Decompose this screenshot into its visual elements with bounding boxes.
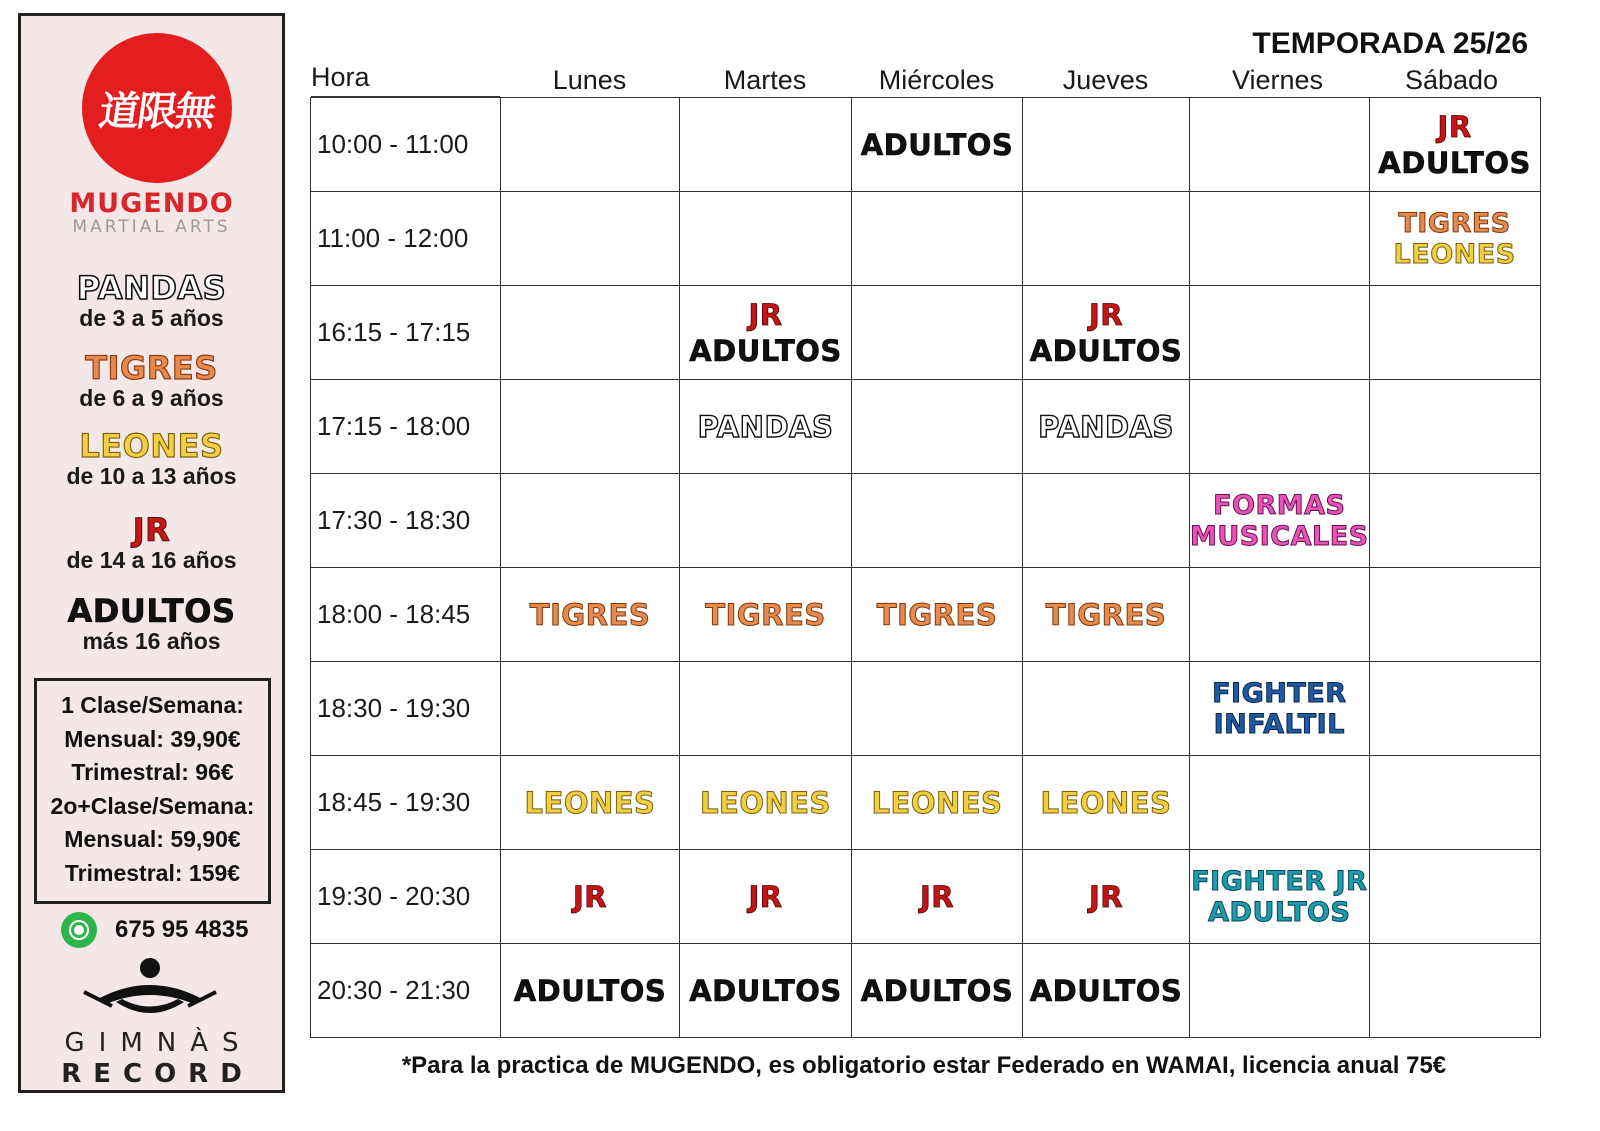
schedule-cell xyxy=(501,380,680,474)
price-box xyxy=(34,678,271,904)
day-header-jueves: Jueves xyxy=(1062,65,1149,95)
phone-number: 675 95 4835 xyxy=(115,916,249,943)
group-name: JR xyxy=(132,511,171,549)
class-label: PANDAS xyxy=(1038,409,1174,444)
schedule-cell xyxy=(680,286,852,380)
time-slot: 16:15 - 17:15 xyxy=(311,286,501,380)
phone-contact[interactable] xyxy=(61,912,248,948)
schedule-row xyxy=(311,944,1541,1038)
schedule-row xyxy=(311,286,1541,380)
class-label: JR xyxy=(1088,297,1124,332)
schedule-cell xyxy=(680,192,852,286)
schedule-cell xyxy=(501,568,680,662)
group-pandas xyxy=(21,271,282,331)
class-label: ADULTOS xyxy=(1029,333,1183,368)
class-label: LEONES xyxy=(1393,238,1516,270)
schedule-cell xyxy=(1190,192,1370,286)
schedule-cell xyxy=(1190,850,1370,944)
schedule-cell xyxy=(1190,474,1370,568)
schedule-cell xyxy=(1023,662,1190,756)
group-leones xyxy=(21,429,282,489)
schedule-cell xyxy=(852,192,1023,286)
schedule-cell xyxy=(1023,474,1190,568)
brand-subtitle: MARTIAL ARTS xyxy=(72,217,231,237)
schedule-cell xyxy=(1190,98,1370,192)
group-name: ADULTOS xyxy=(67,592,236,630)
group-age: de 10 a 13 años xyxy=(66,463,237,489)
class-label: MUSICALES xyxy=(1190,520,1369,552)
schedule-cell xyxy=(852,98,1023,192)
class-label: TIGRES xyxy=(705,597,826,632)
group-age: más 16 años xyxy=(82,628,221,654)
group-name: PANDAS xyxy=(76,269,227,307)
class-label: LEONES xyxy=(700,785,831,820)
schedule-cell xyxy=(852,568,1023,662)
day-header-lunes: Lunes xyxy=(552,65,627,95)
schedule-row xyxy=(311,850,1541,944)
class-label: TIGRES xyxy=(529,597,651,632)
brand-name: MUGENDO xyxy=(69,188,234,219)
schedule-cell xyxy=(1023,568,1190,662)
sidebar xyxy=(18,13,285,1093)
group-name: LEONES xyxy=(79,427,224,465)
schedule-cell xyxy=(1190,756,1370,850)
schedule-cell xyxy=(1369,474,1540,568)
group-age: de 6 a 9 años xyxy=(79,385,224,411)
schedule-cell xyxy=(852,380,1023,474)
schedule-row xyxy=(311,662,1541,756)
schedule-cell xyxy=(852,944,1023,1038)
schedule-cell xyxy=(1023,850,1190,944)
schedule-row xyxy=(311,380,1541,474)
schedule-cell xyxy=(501,286,680,380)
schedule-cell xyxy=(1023,380,1190,474)
group-tigres xyxy=(21,351,282,411)
schedule-cell xyxy=(1190,286,1370,380)
schedule-row xyxy=(311,474,1541,568)
group-adultos xyxy=(21,594,282,654)
price-line: Trimestral: 159€ xyxy=(64,859,241,886)
class-label: LEONES xyxy=(1040,785,1172,820)
schedule-cell xyxy=(501,944,680,1038)
schedule-cell xyxy=(1369,380,1540,474)
schedule-cell xyxy=(680,474,852,568)
schedule-cell xyxy=(1023,756,1190,850)
class-label: ADULTOS xyxy=(1208,896,1351,928)
time-slot: 17:15 - 18:00 xyxy=(311,380,501,474)
price-line: Mensual: 59,90€ xyxy=(64,826,241,852)
schedule-cell xyxy=(1369,568,1540,662)
schedule-cell xyxy=(1369,850,1540,944)
schedule-cell xyxy=(1190,944,1370,1038)
day-header-sabado: Sábado xyxy=(1404,65,1499,95)
schedule-cell xyxy=(1190,380,1370,474)
class-label: JR xyxy=(919,879,955,914)
class-label: JR xyxy=(748,297,783,332)
schedule-cell xyxy=(852,756,1023,850)
schedule-cell xyxy=(1369,98,1540,192)
class-label: FORMAS xyxy=(1213,489,1346,521)
class-label: ADULTOS xyxy=(1378,145,1531,180)
schedule-table xyxy=(310,97,1541,1038)
day-header-martes: Martes xyxy=(723,65,807,95)
schedule-cell xyxy=(1369,192,1540,286)
time-slot: 10:00 - 11:00 xyxy=(311,98,501,192)
schedule-cell xyxy=(1023,286,1190,380)
class-label: ADULTOS xyxy=(860,973,1014,1008)
schedule-cell xyxy=(680,944,852,1038)
schedule-cell xyxy=(680,662,852,756)
time-slot: 20:30 - 21:30 xyxy=(311,944,501,1038)
price-line: 2o+Clase/Semana: xyxy=(50,792,255,819)
class-label: LEONES xyxy=(871,785,1003,820)
schedule-row xyxy=(311,568,1541,662)
schedule-cell xyxy=(501,474,680,568)
class-label: ADULTOS xyxy=(689,333,842,368)
time-slot: 18:00 - 18:45 xyxy=(311,568,501,662)
schedule-cell xyxy=(501,662,680,756)
class-label: FIGHTER xyxy=(1212,677,1347,709)
schedule-cell xyxy=(501,98,680,192)
schedule-cell xyxy=(501,850,680,944)
mugendo-logo-circle xyxy=(82,33,232,183)
schedule-cell xyxy=(1369,944,1540,1038)
time-slot: 18:30 - 19:30 xyxy=(311,662,501,756)
schedule-cell xyxy=(680,568,852,662)
schedule-cell xyxy=(1369,286,1540,380)
time-slot: 19:30 - 20:30 xyxy=(311,850,501,944)
hora-header: Hora xyxy=(311,62,370,92)
schedule-cell xyxy=(501,192,680,286)
schedule-cell xyxy=(852,850,1023,944)
class-label: TIGRES xyxy=(1398,207,1511,239)
schedule-cell xyxy=(852,286,1023,380)
schedule-cell xyxy=(680,850,852,944)
group-age: de 3 a 5 años xyxy=(79,305,224,331)
price-line: 1 Clase/Semana: xyxy=(61,692,244,718)
schedule-cell xyxy=(680,380,852,474)
class-label: INFALTIL xyxy=(1213,708,1345,740)
schedule-cell xyxy=(1023,98,1190,192)
class-label: ADULTOS xyxy=(513,973,667,1008)
day-header-viernes: Viernes xyxy=(1231,65,1324,95)
gym-record-logo xyxy=(76,958,236,1018)
schedule-cell xyxy=(1023,944,1190,1038)
schedule-cell xyxy=(1190,662,1370,756)
gym-name-line2: RECORD xyxy=(61,1059,254,1089)
logo-glyphs: 道限無 xyxy=(96,87,217,135)
schedule-cell xyxy=(1023,192,1190,286)
class-label: ADULTOS xyxy=(689,973,842,1008)
class-label: ADULTOS xyxy=(860,127,1014,162)
whatsapp-icon xyxy=(61,912,97,948)
season-title: TEMPORADA 25/26 xyxy=(1252,27,1528,60)
class-label: JR xyxy=(1437,109,1472,144)
class-label: TIGRES xyxy=(876,597,998,632)
schedule-cell xyxy=(501,756,680,850)
time-slot: 11:00 - 12:00 xyxy=(311,192,501,286)
class-label: LEONES xyxy=(524,785,656,820)
group-age: de 14 a 16 años xyxy=(66,547,237,573)
schedule-cell xyxy=(680,98,852,192)
class-label: TIGRES xyxy=(1045,597,1167,632)
schedule-row xyxy=(311,756,1541,850)
group-name: TIGRES xyxy=(85,349,218,387)
schedule-cell xyxy=(1369,662,1540,756)
class-label: ADULTOS xyxy=(1029,973,1183,1008)
price-line: Mensual: 39,90€ xyxy=(64,725,241,752)
price-line: Trimestral: 96€ xyxy=(71,759,234,785)
class-label: JR xyxy=(1088,879,1124,914)
schedule-cell xyxy=(1190,568,1370,662)
gym-name-line1: GIMNÀS xyxy=(64,1028,253,1058)
time-slot: 17:30 - 18:30 xyxy=(311,474,501,568)
day-header-miercoles: Miércoles xyxy=(878,65,995,95)
group-jr xyxy=(21,513,282,573)
schedule-row xyxy=(311,98,1541,192)
class-label: JR xyxy=(572,879,608,914)
class-label: JR xyxy=(748,879,783,914)
federation-footnote: *Para la practica de MUGENDO, es obligatorio estar Federado en WAMAI, licencia anual 75€ xyxy=(401,1052,1447,1079)
class-label: FIGHTER JR xyxy=(1191,865,1368,897)
schedule-row xyxy=(311,192,1541,286)
schedule-cell xyxy=(680,756,852,850)
time-slot: 18:45 - 19:30 xyxy=(311,756,501,850)
schedule-cell xyxy=(852,662,1023,756)
schedule-cell xyxy=(852,474,1023,568)
schedule-cell xyxy=(1369,756,1540,850)
class-label: PANDAS xyxy=(697,409,834,444)
